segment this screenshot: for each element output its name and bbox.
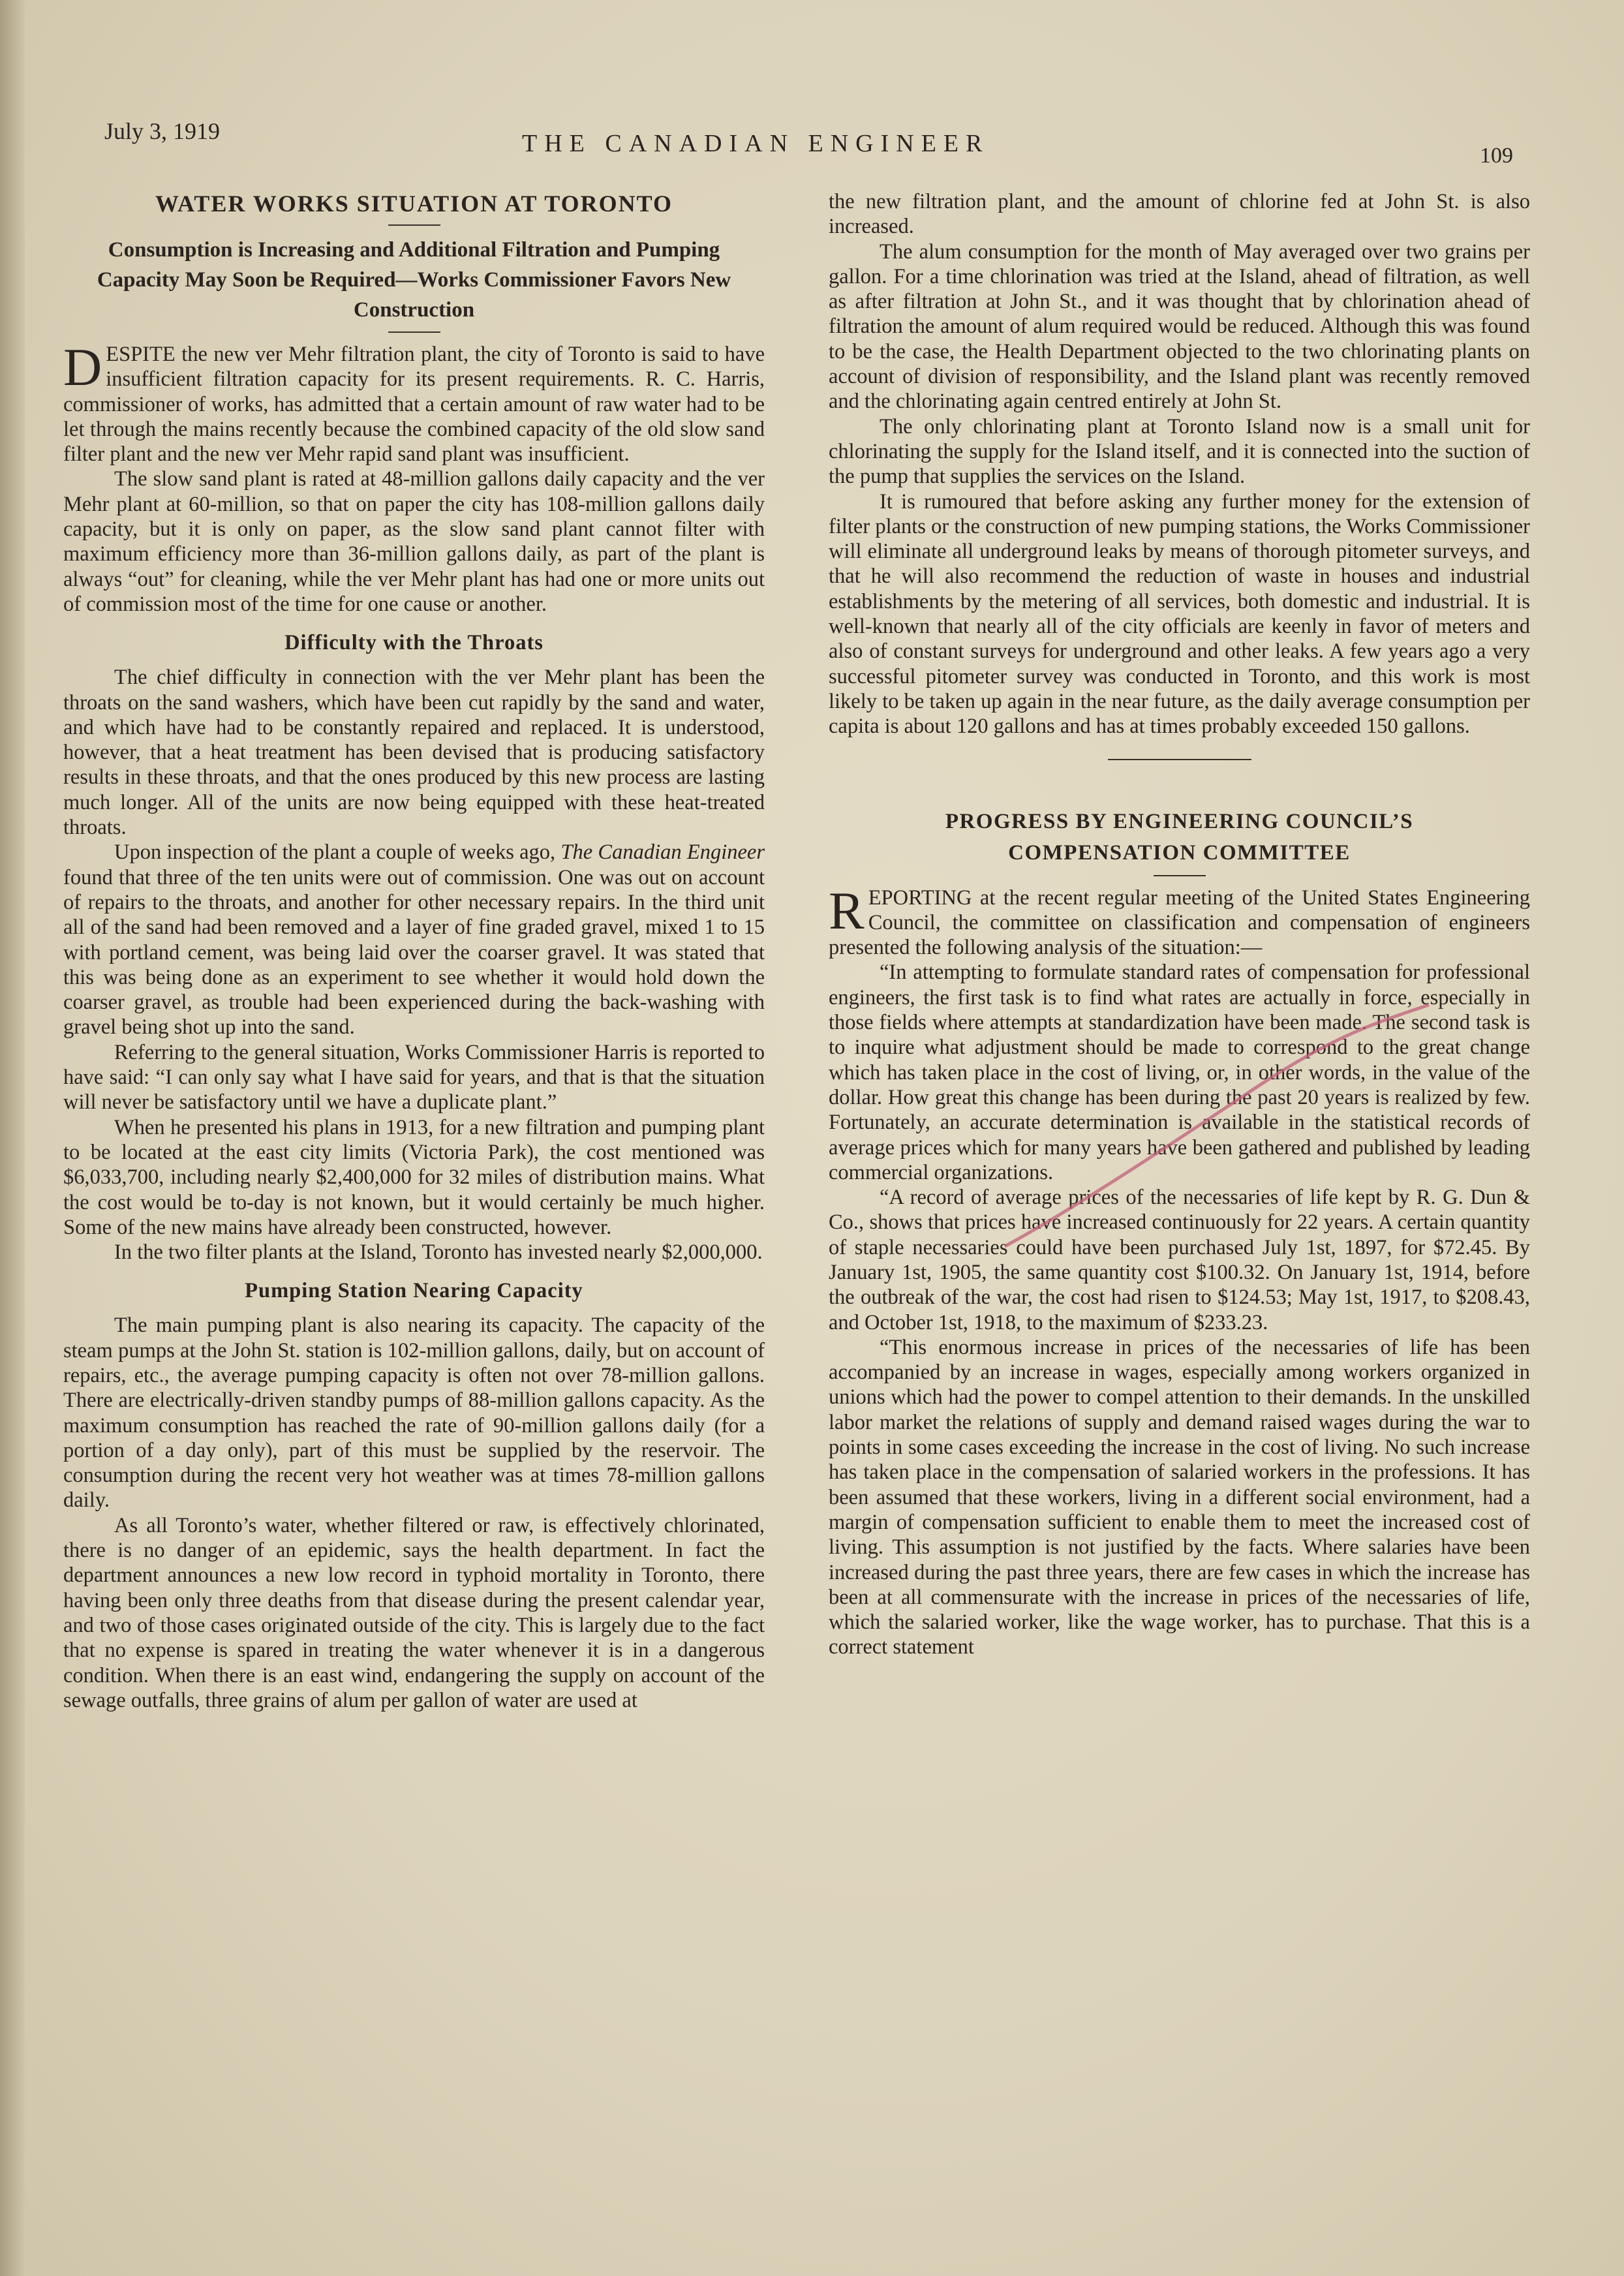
article-paragraph: The alum consumption for the month of May averaged over two grains per gallon. For a time chlorination was tried at the Island, ahead of filtration, as well as after filtration at John St., and it was thought that by chlorination ahead of filtration the amount of alum required would be reduced. Although this was found to be the case, the Health Department objected to the two chlorinating plants on account of division of responsibility, and the Island plant was recently removed and the chlorinating again centred entirely at John St. — [829, 239, 1530, 414]
journal-title: THE CANADIAN ENGINEER — [522, 130, 990, 157]
article-paragraph: “This enormous increase in prices of the necessaries of life has been accompanied by an increase in wages, especially among workers organized in unions which had the power to compel attention to their demands. In the unskilled labor market the relations of supply and demand raised wages during the war to points in some cases exceeding the increase in the cost of living. No such increase has taken place in the compensation of salaried workers in the professions. It has been assumed that these workers, living in a different social environment, had a margin of compensation sufficient to enable them to meet the increased cost of living. This assumption is not justified by the facts. Where salaries have been increased during the past three years, there are few cases in which the increase has been at all commensurate with the increase in prices of the necessaries of life, which the salaried worker, like the wage worker, has to purchase. That this is a correct statement — [829, 1335, 1530, 1659]
article-paragraph: “A record of average prices of the necessaries of life kept by R. G. Dun & Co., shows that prices have increased continuously for 22 years. A certain quantity of staple necessaries could have been purchased July 1st, 1897, for $72.45. By January 1st, 1905, the same quantity cost $100.32. On January 1st, 1914, before the outbreak of the war, the cost had risen to $124.53; May 1st, 1917, to $208.43, and October 1st, 1918, to the maximum of $233.23. — [829, 1186, 1530, 1334]
drop-cap: R — [829, 880, 865, 940]
article-paragraph: As all Toronto’s water, whether filtered or raw, is effectively chlorinated, there is no danger of an epidemic, says the health department. In fact the department announces a new low record in typhoid mortality in Toronto, there having been only three deaths from that disease during the present calendar year, and two of those cases originated outside of the city. This is largely due to the fact that no expense is spared in treating the water whenever it is in a dangerous condition. When there is an east wind, endangering the supply on account of the sewage outfalls, three grains of alum per gallon of water are used at — [63, 1513, 765, 1712]
publication-name: The Canadian Engineer — [560, 840, 765, 865]
article-paragraph: The slow sand plant is rated at 48-million gallons daily capacity and the ver Mehr plant at 60-million, so that on paper the city has 108-million gallons daily capacity, but it is only on paper, as the slow sand plant cannot filter with maximum efficiency more than 36-million gallons daily, as part of the plant is always “out” for cleaning, while the ver Mehr plant has had one or more units out of commission most of the time for one cause or another. — [63, 467, 765, 616]
drop-cap: D — [63, 337, 102, 397]
article-title: WATER WORKS SITUATION AT TORONTO — [155, 191, 673, 217]
article-paragraph: In the two filter plants at the Island, Toronto has invested nearly $2,000,000. — [114, 1240, 763, 1265]
article-paragraph: It is rumoured that before asking any further money for the extension of filter plants or the construction of new pumping stations, the Works Commissioner will eliminate all underground leaks by means of thorough pitometer surveys, and that he will also recommend the reduction of waste in houses and industrial establishments by the metering of all services, both domestic and industrial. It is well-known that nearly all of the city officials are keenly in favor of meters and also of constant surveys for underground and other leaks. A few years ago a very successful pitometer survey was conducted in Toronto, and this work is most likely to be taken up again in the near future, as the daily average consumption per capita is about 120 gallons and has at times probably exceeded 150 gallons. — [829, 489, 1530, 739]
deck-rule — [388, 331, 440, 333]
title-rule — [388, 224, 440, 226]
article-paragraph: DESPITE the new ver Mehr filtration plant, the city of Toronto is said to have insufficient filtration capacity for its present requirements. R. C. Harris, commissioner of works, has admitted that a certain amount of raw water had to be let through the mains recently because the combined capacity of the old slow sand filter plant and the new ver Mehr rapid sand plant was insufficient. — [63, 337, 765, 467]
article-separator — [1108, 759, 1251, 760]
article-paragraph: the new filtration plant, and the amount of chlorine fed at John St. is also increased. — [829, 190, 1530, 239]
article-paragraph: The main pumping plant is also nearing its capacity. The capacity of the steam pumps at the John St. station is 102-million gallons, daily, but on account of repairs, etc., the average pumping capacity is often not over 78-million gallons. There are electrically-driven standby pumps of 88-million gallons capacity. As the maximum consumption has reached the rate of 90-million gallons daily (for a portion of a day only), part of this must be supplied by the reservoir. The consumption during the recent very hot weather was at times 78-million gallons daily. — [63, 1314, 765, 1513]
article-paragraph: “In attempting to formulate standard rates of compensation for professional engineers, the first task is to find what rates are actually in force, especially in those fields where attempts at standardization have been made. The second task is to inquire what adjustment should be made to correspond to the great change which has taken place in the cost of living, or, in other words, in the value of the dollar. How great this change has been during the past 20 years is realized by few. Fortunately, an accurate determination is available in the statistical records of average prices which for many years have been gathered and published by leading commercial organizations. — [829, 961, 1530, 1184]
article-title: PROGRESS BY ENGINEERING COUNCIL’S COMPENSATION COMMITTEE — [945, 809, 1414, 865]
article-paragraph: The chief difficulty in connection with the ver Mehr plant has been the throats on the sand washers, which have been cut rapidly by the sand and water, and which have had to be constantly repaired and replaced. It is understood, however, that a heat treatment has been devised that is producing satisfactory results in these throats, and that the ones produced by this new process are lasting much longer. All of the units are now being equipped with these heat-treated throats. — [63, 666, 765, 840]
article-paragraph: When he presented his plans in 1913, for a new filtration and pumping plant to be located at the east city limits (Victoria Park), the cost mentioned was $6,033,700, including nearly $2,400,000 for 32 miles of distribution mains. What the cost would be to-day is not known, but it would certainly be much higher. Some of the new mains have already been constructed, however. — [63, 1115, 765, 1239]
title-rule — [1154, 875, 1206, 876]
article-paragraph: The only chlorinating plant at Toronto Island now is a small unit for chlorinating the supply for the Island itself, and it is connected into the suction of the pump that supplies the services on the Island. — [829, 414, 1530, 489]
article-paragraph: Referring to the general situation, Works Commissioner Harris is reported to have said: “I can only say what I have said for years, and that is that the situation will never be satisfactory until we have a duplicate plant.” — [63, 1040, 765, 1115]
page-spine-shadow — [0, 0, 25, 2276]
right-column — [829, 189, 1530, 1660]
section-heading: Difficulty with the Throats — [284, 631, 544, 655]
section-heading: Pumping Station Nearing Capacity — [245, 1279, 583, 1303]
left-column — [63, 189, 765, 1713]
page-number: 109 — [1480, 144, 1513, 168]
article-deck: Consumption is Increasing and Additional Filtration and Pumping Capacity May Soon be Required—Works Commissioner Favors New Construction — [97, 238, 731, 322]
issue-date: July 3, 1919 — [104, 118, 221, 144]
page-header — [104, 117, 1513, 168]
article-paragraph: Upon inspection of the plant a couple of weeks ago, The Canadian Engineer found that three of the ten units were out of commission. One was out on account of repairs to the throats, and another for other necessary repairs. In the third unit all of the sand had been removed and a layer of fine graded gravel, mixed 1 to 15 with portland cement, was being laid over the coarser gravel. It was stated that this was being done as an experiment to see whether it would hold down the coarser gravel, as trouble had been experienced during the back-washing with gravel being shot up into the sand. — [63, 840, 765, 1039]
article-paragraph: REPORTING at the recent regular meeting of the United States Engineering Council, the committee on classification and compensation of engineers presented the following analysis of the situation:— — [829, 880, 1530, 960]
